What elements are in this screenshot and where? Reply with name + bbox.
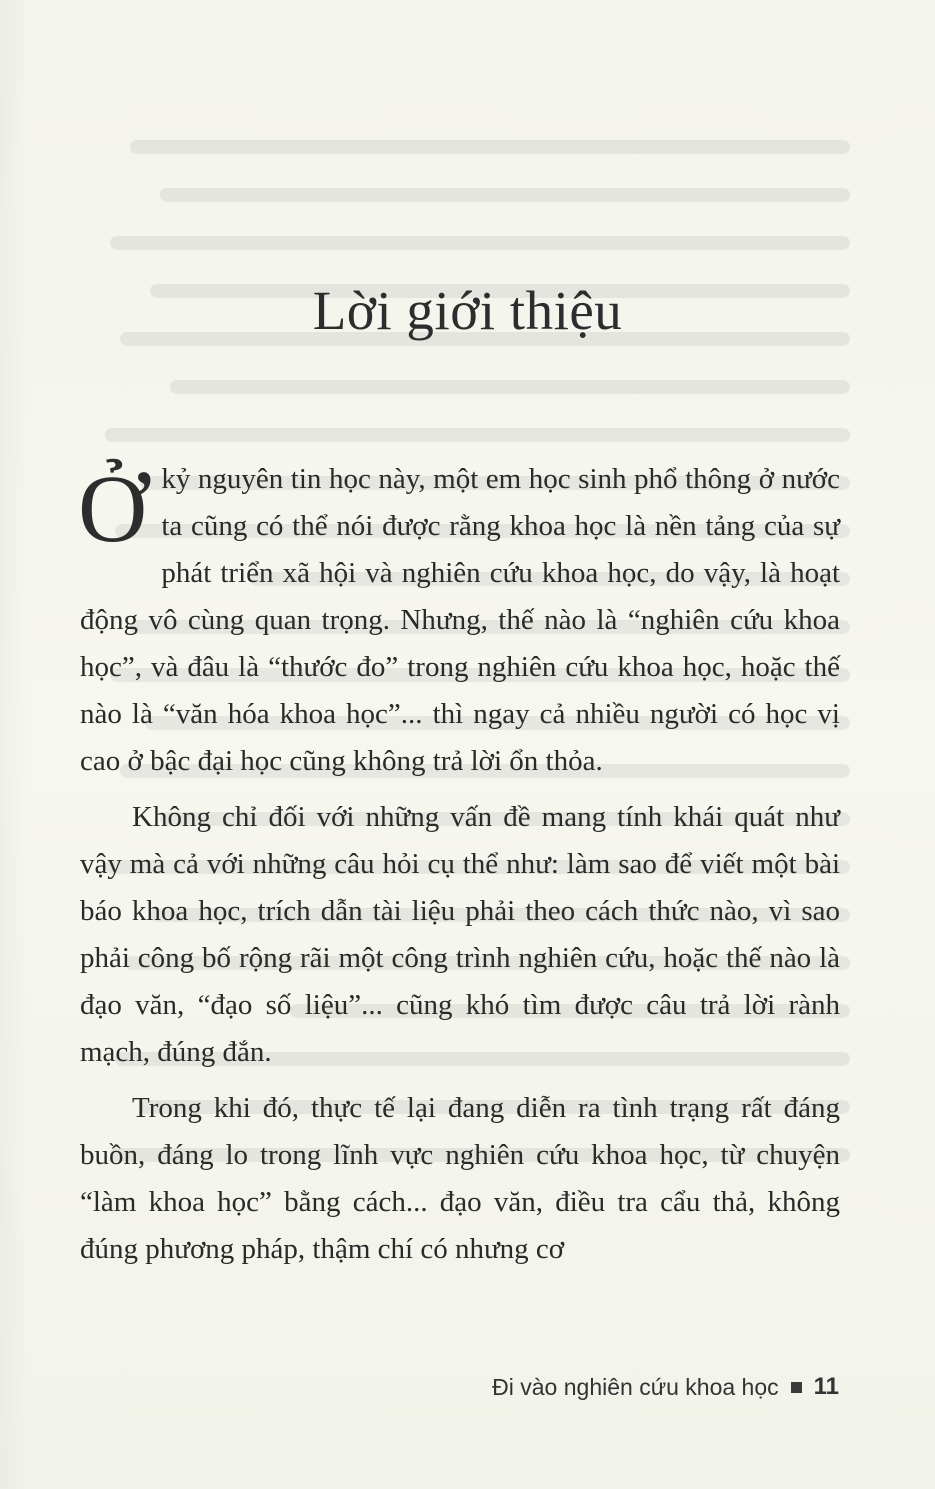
square-bullet-icon [791, 1382, 802, 1393]
paragraph-3: Trong khi đó, thực tế lại đang diễn ra tình trạng rất đáng buồn, đáng lo trong lĩnh vực nghiên cứu khoa học, từ chuyện “làm khoa học” bằng cách... đạo văn, điều tra cẩu thả, không đúng phương pháp, thậm chí có nhưng cơ [80, 1092, 840, 1265]
chapter-title: Lời giới thiệu [312, 280, 623, 341]
paragraph-1-text: kỷ nguyên tin học này, một em học sinh phổ thông ở nước ta cũng có thể nói được rằng khoa học là nền tảng của sự phát triển xã hội và nghiên cứu khoa học, do vậy, là hoạt động vô cùng quan trọng. Nhưng, thế nào là “nghiên cứu khoa học”, và đâu là “thước đo” trong nghiên cứu khoa học, hoặc thế nào là “văn hóa khoa học”... thì ngay cả nhiều người có học vị cao ở bậc đại học cũng không trả lời ổn thỏa. [80, 463, 840, 777]
paragraph-1 [80, 456, 840, 785]
drop-cap: Ở [78, 455, 148, 562]
running-footer [492, 1373, 839, 1401]
paragraph-2: Không chỉ đối với những vấn đề mang tính khái quát như vậy mà cả với những câu hỏi cụ thể như: làm sao để viết một bài báo khoa học, trích dẫn tài liệu phải theo cách thức nào, vì sao phải công bố rộng rãi một công trình nghiên cứu, hoặc thế nào là đạo văn, “đạo số liệu”... cũng khó tìm được câu trả lời rành mạch, đúng đắn. [80, 801, 840, 1068]
body-text [80, 456, 840, 1282]
footer-book-title: Đi vào nghiên cứu khoa học [492, 1373, 779, 1400]
page-number: 11 [813, 1373, 839, 1400]
